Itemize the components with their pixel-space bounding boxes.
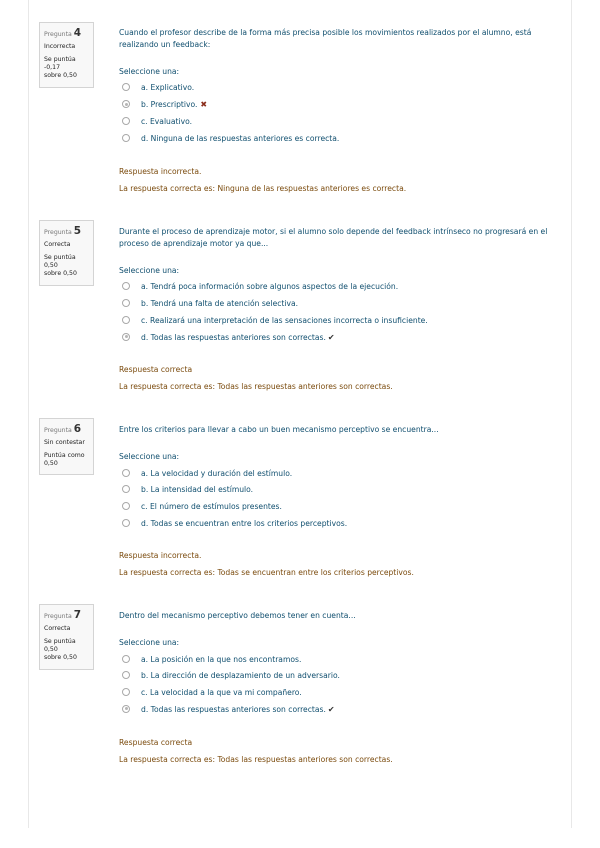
radio-button[interactable] (122, 688, 130, 696)
check-mark-icon: ✔ (327, 704, 335, 714)
question-feedback (119, 167, 559, 193)
answer-prompt: Seleccione una: (119, 265, 180, 275)
radio-button[interactable] (122, 671, 130, 679)
radio-button[interactable] (122, 299, 130, 307)
question-grade: Se puntúa 0,50 sobre 0,50 (44, 637, 77, 662)
question-info-box (39, 418, 94, 475)
answer-list (119, 468, 559, 535)
answer-prompt: Seleccione una: (119, 637, 180, 647)
question-number: 5 (73, 225, 82, 237)
question-feedback (119, 365, 559, 391)
question-text: Durante el proceso de aprendizaje motor, si el alumno solo depende del feedback intrínseco no progresará en el proceso de aprendizaje motor ya que... (119, 227, 548, 248)
question-info-box (39, 220, 94, 286)
question-info-box (39, 22, 94, 88)
question-label: Pregunta (44, 427, 72, 434)
radio-button-selected[interactable] (122, 100, 130, 108)
radio-button-selected[interactable] (122, 333, 130, 341)
radio-button[interactable] (122, 469, 130, 477)
answer-option[interactable]: d. Ninguna de las respuestas anteriores es correcta. (119, 133, 559, 150)
question-content (119, 226, 559, 348)
question-number: 4 (73, 27, 82, 39)
page-border-right (571, 0, 572, 828)
answer-option[interactable]: b. Tendrá una falta de atención selectiva. (119, 298, 559, 315)
answer-option[interactable]: a. Tendrá poca información sobre algunos aspectos de la ejecución. (119, 281, 559, 298)
question-feedback (119, 738, 559, 764)
answer-option[interactable]: d. Todas las respuestas anteriores son correctas. ✔ (119, 332, 559, 349)
question-content (119, 610, 559, 721)
question-grade: Se puntúa 0,50 sobre 0,50 (44, 253, 77, 278)
question-text: Dentro del mecanismo perceptivo debemos tener en cuenta... (119, 611, 356, 620)
answer-prompt: Seleccione una: (119, 66, 180, 76)
radio-button-selected[interactable] (122, 705, 130, 713)
question-content (119, 424, 559, 535)
answer-option[interactable]: d. Todas las respuestas anteriores son correctas. ✔ (119, 704, 559, 721)
radio-button[interactable] (122, 134, 130, 142)
answer-option[interactable]: b. La dirección de desplazamiento de un adversario. (119, 670, 559, 687)
answer-prompt: Seleccione una: (119, 451, 180, 461)
question-info-box (39, 604, 94, 670)
question-label: Pregunta (44, 613, 72, 620)
answer-option[interactable]: c. Realizará una interpretación de las sensaciones incorrecta o insuficiente. (119, 315, 559, 332)
radio-button[interactable] (122, 117, 130, 125)
question-feedback (119, 551, 559, 577)
answer-list (119, 281, 559, 348)
question-label: Pregunta (44, 31, 72, 38)
answer-list (119, 654, 559, 721)
feedback-outcome: Respuesta correcta (119, 365, 193, 374)
answer-option[interactable]: a. La posición en la que nos encontramos. (119, 654, 559, 671)
radio-button[interactable] (122, 519, 130, 527)
answer-option[interactable]: c. La velocidad a la que va mi compañero. (119, 687, 559, 704)
answer-option[interactable]: a. Explicativo. (119, 82, 559, 99)
question-label: Pregunta (44, 229, 72, 236)
question-state: Correcta (44, 625, 71, 633)
radio-button[interactable] (122, 83, 130, 91)
question-state: Incorrecta (44, 43, 76, 51)
feedback-outcome: Respuesta correcta (119, 738, 193, 747)
answer-option[interactable]: a. La velocidad y duración del estímulo. (119, 468, 559, 485)
check-mark-icon: ✔ (327, 332, 335, 342)
feedback-outcome: Respuesta incorrecta. (119, 167, 202, 176)
question-number: 7 (73, 609, 82, 621)
answer-option[interactable]: b. La intensidad del estímulo. (119, 484, 559, 501)
question-state: Sin contestar (44, 439, 85, 447)
answer-list (119, 82, 559, 149)
radio-button[interactable] (122, 282, 130, 290)
radio-button[interactable] (122, 485, 130, 493)
question-content (119, 27, 559, 149)
feedback-outcome: Respuesta incorrecta. (119, 551, 202, 560)
feedback-right-answer: La respuesta correcta es: Todas las respuestas anteriores son correctas. (119, 382, 393, 391)
answer-option[interactable]: d. Todas se encuentran entre los criterios perceptivos. (119, 518, 559, 535)
radio-button[interactable] (122, 316, 130, 324)
answer-option[interactable]: c. El número de estímulos presentes. (119, 501, 559, 518)
question-text: Entre los criterios para llevar a cabo un buen mecanismo perceptivo se encuentra... (119, 425, 439, 434)
page-border-left (28, 0, 29, 828)
question-grade: Se puntúa -0,17 sobre 0,50 (44, 55, 77, 80)
question-grade: Puntúa como 0,50 (44, 451, 85, 467)
radio-button[interactable] (122, 502, 130, 510)
x-mark-icon: ✖ (200, 100, 208, 110)
feedback-right-answer: La respuesta correcta es: Todas se encuentran entre los criterios perceptivos. (119, 568, 414, 577)
answer-option[interactable]: c. Evaluativo. (119, 116, 559, 133)
feedback-right-answer: La respuesta correcta es: Ninguna de las respuestas anteriores es correcta. (119, 184, 407, 193)
question-state: Correcta (44, 241, 71, 249)
question-text: Cuando el profesor describe de la forma más precisa posible los movimientos realizados por el alumno, está realizando un feedback: (119, 28, 532, 49)
answer-option[interactable]: b. Prescriptivo. ✖ (119, 99, 559, 116)
radio-button[interactable] (122, 655, 130, 663)
feedback-right-answer: La respuesta correcta es: Todas las respuestas anteriores son correctas. (119, 755, 393, 764)
question-number: 6 (73, 423, 82, 435)
